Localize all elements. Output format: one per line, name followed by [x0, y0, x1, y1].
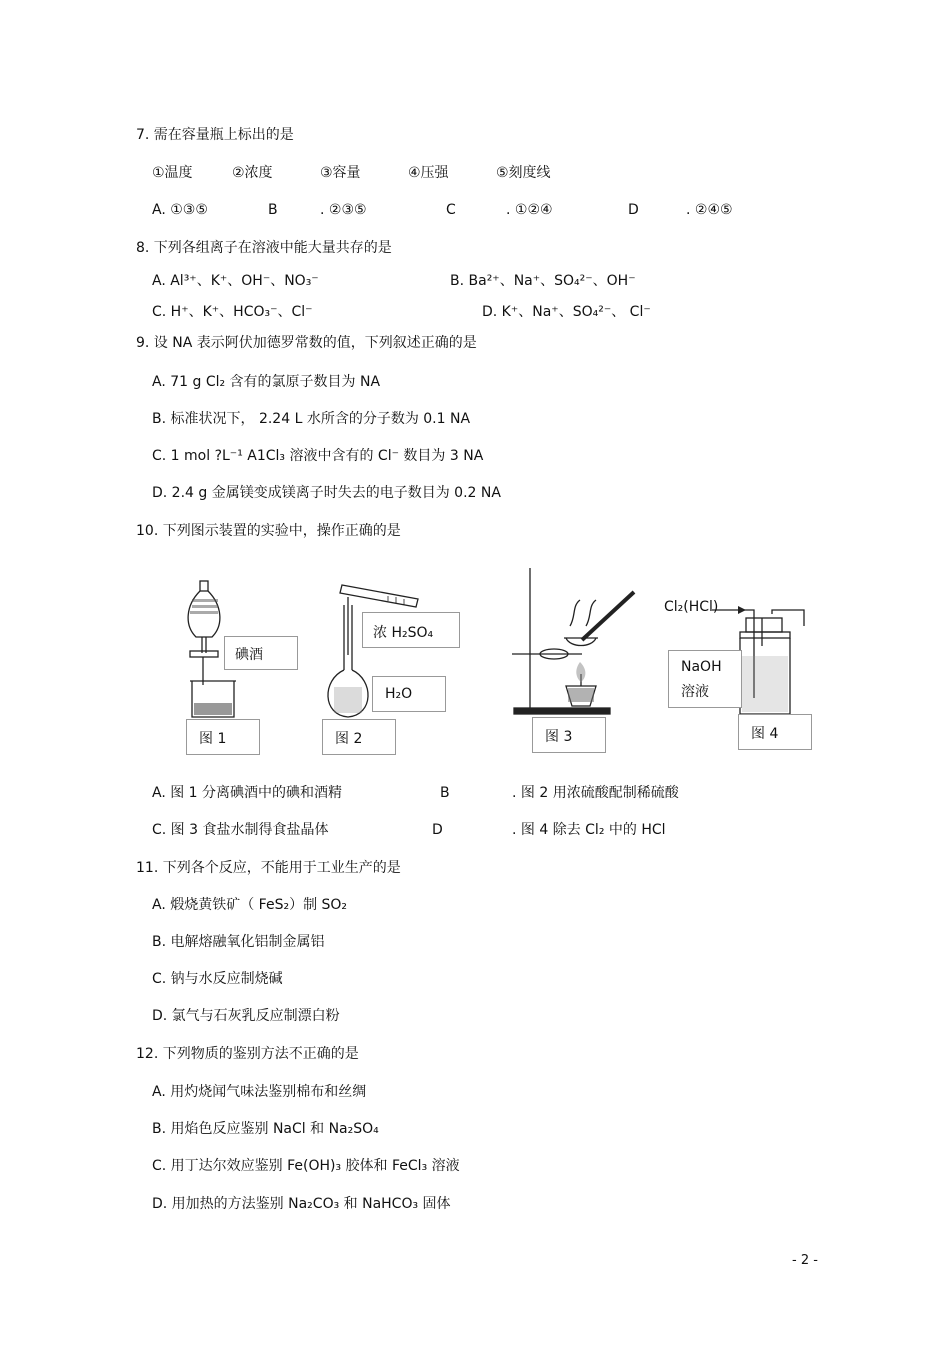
q10-stem: 10. 下列图示装置的实验中，操作正确的是 [136, 523, 401, 539]
figure-3-caption-box [532, 717, 606, 753]
q9-stem: 9. 设 NA 表示阿伏加德罗常数的值，下列叙述正确的是 [136, 335, 477, 351]
q7-option-c: . ①②④ [506, 202, 553, 218]
figure-1-label-box [224, 636, 298, 670]
q8-option-d: D. K⁺、Na⁺、SO₄²⁻、 Cl⁻ [482, 304, 651, 320]
q7-option-a: A. ①③⑤ [152, 202, 208, 218]
figure-2-water-label: H₂O [385, 686, 413, 702]
q8-option-c: C. H⁺、K⁺、HCO₃⁻、Cl⁻ [152, 304, 313, 320]
q12-stem: 12. 下列物质的鉴别方法不正确的是 [136, 1046, 359, 1062]
figure-2-caption-box [322, 719, 396, 755]
q7-item-3: ③容量 [320, 165, 361, 181]
q8-option-a: A. Al³⁺、K⁺、OH⁻、NO₃⁻ [152, 273, 319, 289]
figure-1-label: 碘酒 [235, 647, 263, 663]
q7-option-b: . ②③⑤ [320, 202, 367, 218]
q8-stem: 8. 下列各组离子在溶液中能大量共存的是 [136, 240, 392, 256]
q10-option-d-letter: D [432, 822, 443, 838]
figure-2-caption: 图 2 [335, 731, 363, 747]
figure-4-gas-label: Cl₂(HCl) [664, 599, 719, 615]
q10-option-d: . 图 4 除去 Cl₂ 中的 HCl [512, 822, 666, 838]
q9-option-b: B. 标准状况下， 2.24 L 水所含的分子数为 0.1 NA [152, 411, 471, 427]
q7-option-d-letter: D [628, 202, 639, 218]
q7-stem: 7. 需在容量瓶上标出的是 [136, 127, 294, 143]
q10-option-b: . 图 2 用浓硫酸配制稀硫酸 [512, 785, 679, 801]
figure-4-solution-label-box [668, 650, 742, 708]
figure-4-caption: 图 4 [751, 726, 779, 742]
figure-1-caption: 图 1 [199, 731, 227, 747]
q11-option-d: D. 氯气与石灰乳反应制漂白粉 [152, 1008, 340, 1024]
q11-stem: 11. 下列各个反应，不能用于工业生产的是 [136, 860, 401, 876]
q10-option-a: A. 图 1 分离碘酒中的碘和酒精 [152, 785, 343, 801]
figure-4-caption-box [738, 714, 812, 750]
figure-4-solution-label-2: 溶液 [681, 684, 709, 700]
q9-option-c: C. 1 mol ?L⁻¹ A1Cl₃ 溶液中含有的 Cl⁻ 数目为 3 NA [152, 448, 484, 464]
q10-option-b-letter: B [440, 785, 450, 801]
q7-item-4: ④压强 [408, 165, 449, 181]
q11-option-a: A. 煅烧黄铁矿（ FeS₂）制 SO₂ [152, 897, 348, 913]
q9-option-d: D. 2.4 g 金属镁变成镁离子时失去的电子数目为 0.2 NA [152, 485, 501, 501]
figure-3-evaporation-apparatus [504, 566, 644, 718]
figure-2-acid-label: 浓 H₂SO₄ [373, 625, 434, 641]
q8-option-b: B. Ba²⁺、Na⁺、SO₄²⁻、OH⁻ [450, 273, 636, 289]
q7-item-5: ⑤刻度线 [496, 165, 551, 181]
q12-option-a: A. 用灼烧闻气味法鉴别棉布和丝绸 [152, 1084, 367, 1100]
q7-item-1: ①温度 [152, 165, 193, 181]
q11-option-c: C. 钠与水反应制烧碱 [152, 971, 283, 987]
q7-option-c-letter: C [446, 202, 456, 218]
q12-option-c: C. 用丁达尔效应鉴别 Fe(OH)₃ 胶体和 FeCl₃ 溶液 [152, 1158, 460, 1174]
page-number: - 2 - [792, 1253, 818, 1268]
figure-1-caption-box [186, 719, 260, 755]
q7-item-2: ②浓度 [232, 165, 273, 181]
q7-option-b-letter: B [268, 202, 278, 218]
figure-3-caption: 图 3 [545, 729, 573, 745]
figure-2-acid-label-box [362, 612, 460, 648]
q10-option-c: C. 图 3 食盐水制得食盐晶体 [152, 822, 329, 838]
figure-2-water-label-box [372, 676, 446, 712]
figure-4-solution-label-1: NaOH [681, 659, 722, 675]
q12-option-d: D. 用加热的方法鉴别 Na₂CO₃ 和 NaHCO₃ 固体 [152, 1196, 451, 1212]
q12-option-b: B. 用焰色反应鉴别 NaCl 和 Na₂SO₄ [152, 1121, 379, 1137]
q11-option-b: B. 电解熔融氧化铝制金属铝 [152, 934, 325, 950]
q7-option-d: . ②④⑤ [686, 202, 733, 218]
q9-option-a: A. 71 g Cl₂ 含有的氯原子数目为 NA [152, 374, 381, 390]
